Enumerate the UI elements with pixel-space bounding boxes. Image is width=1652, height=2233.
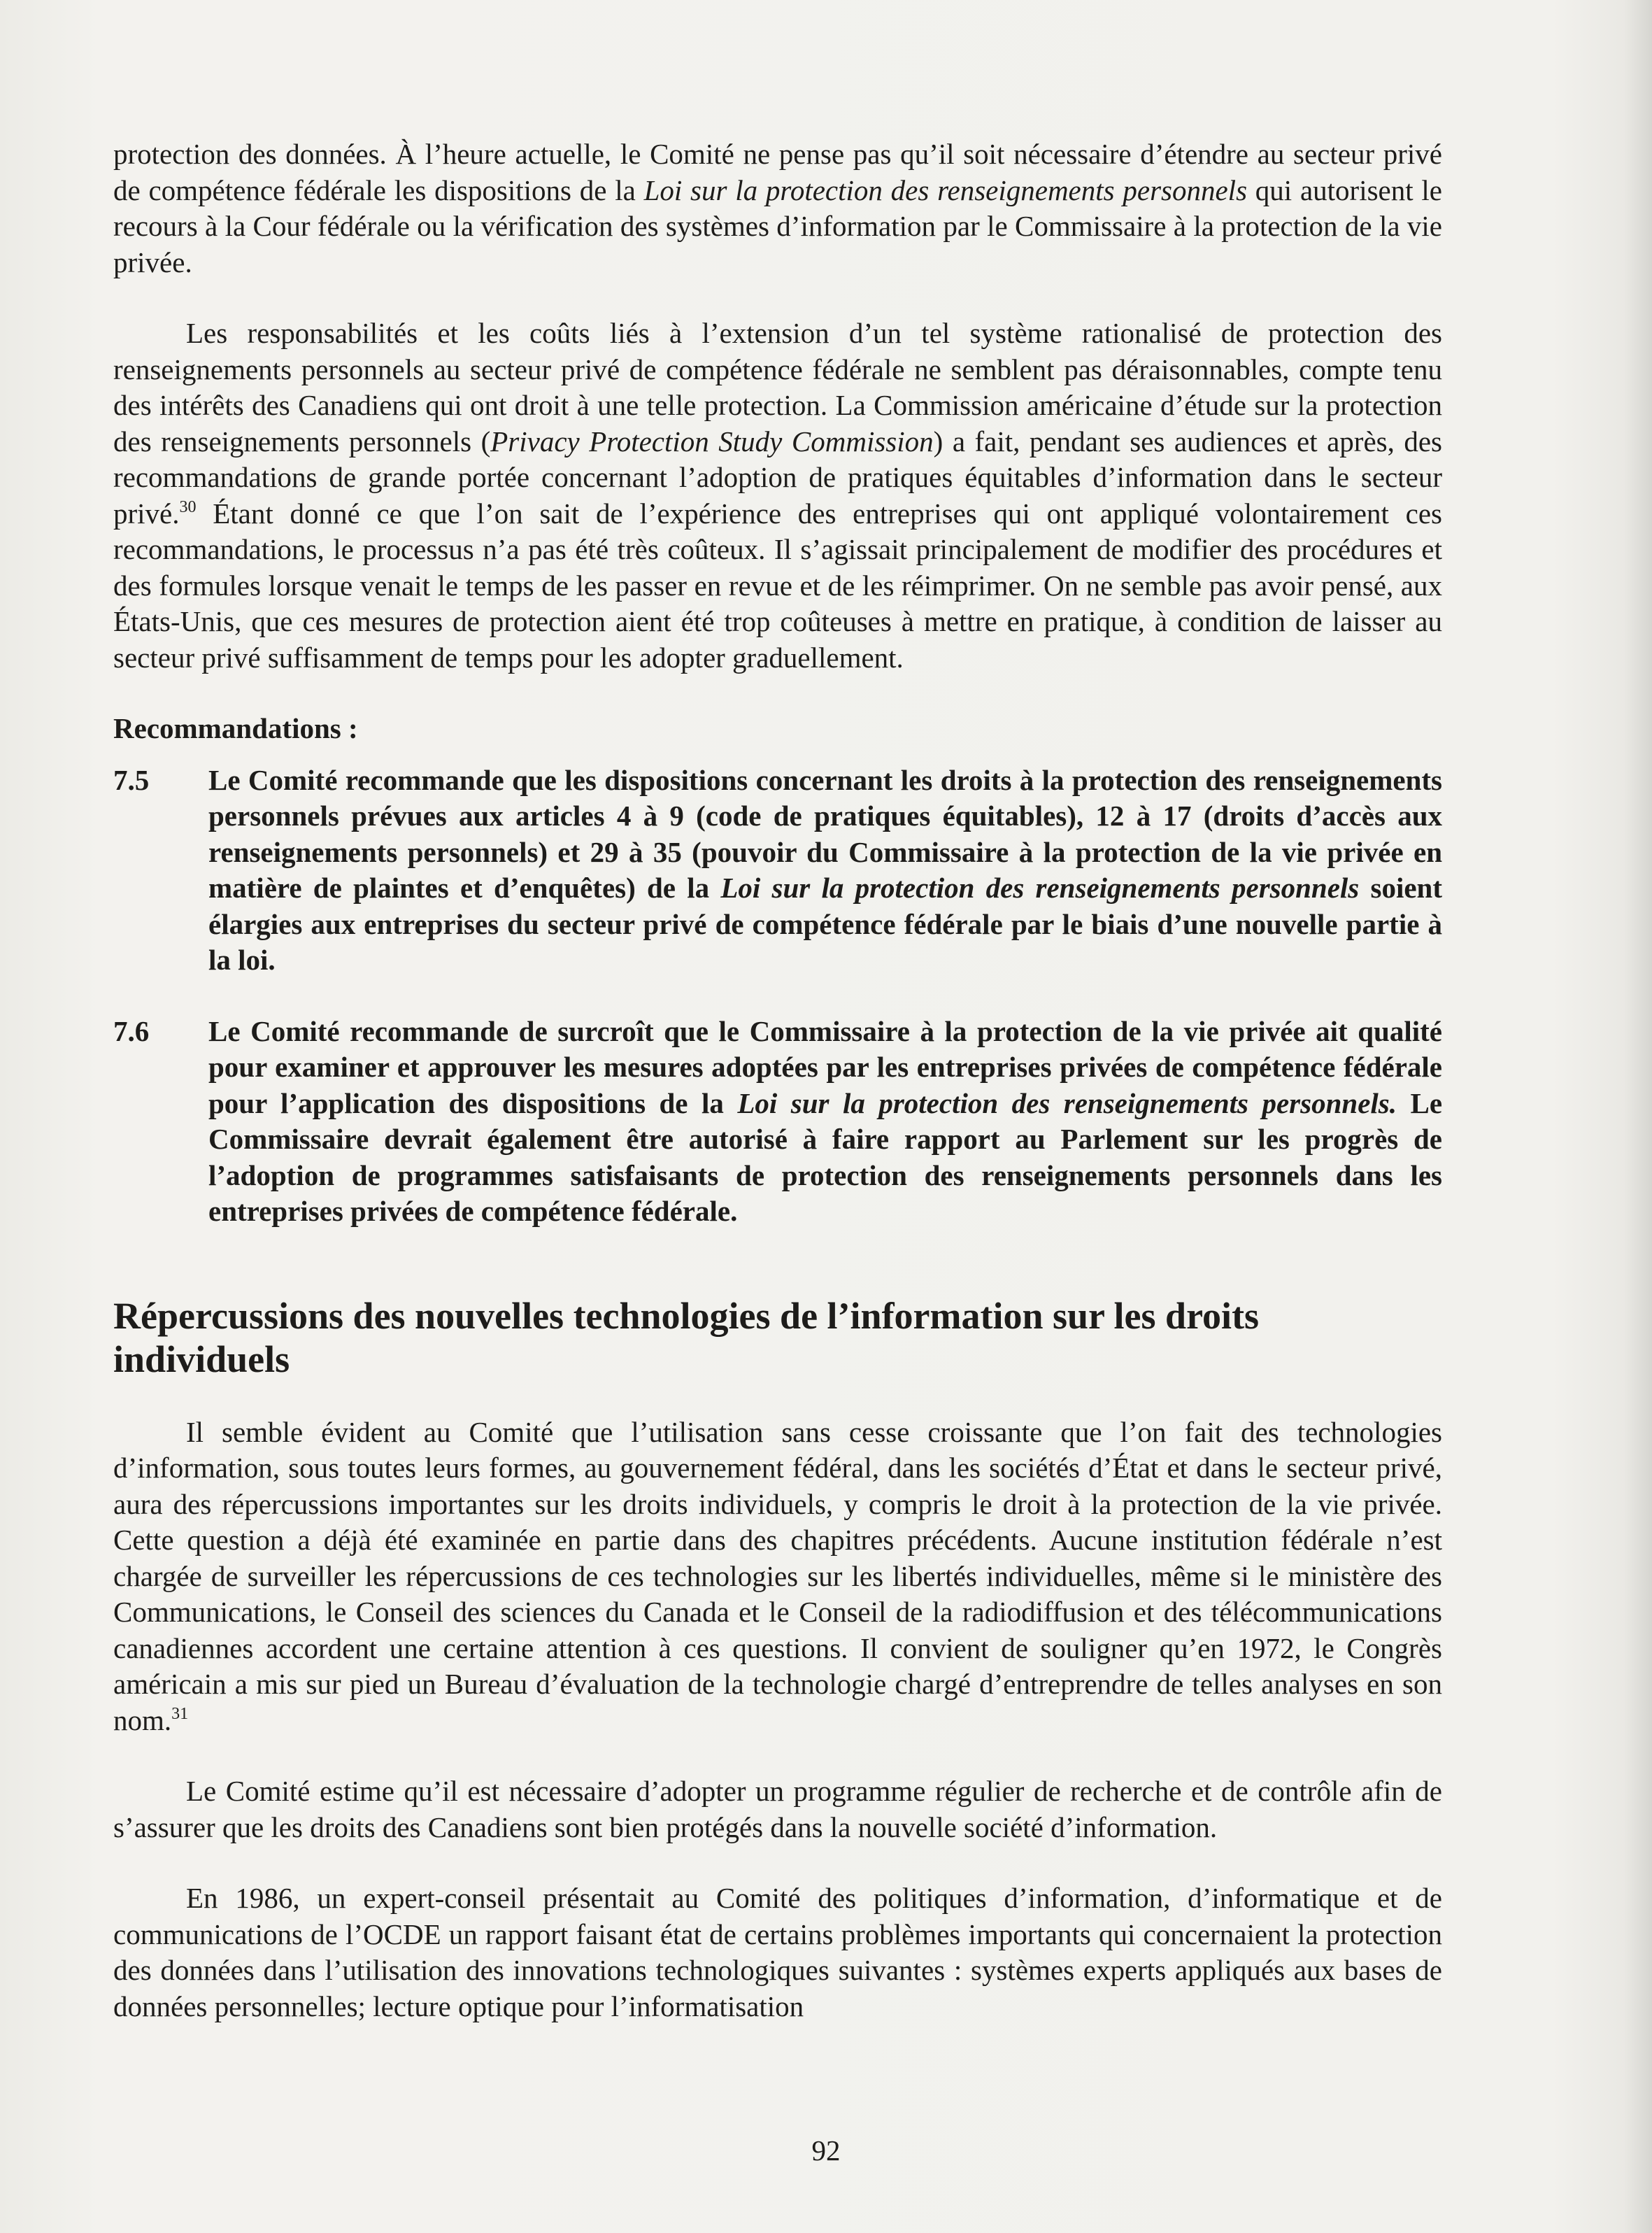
paragraph-research: Le Comité estime qu’il est nécessaire d’adopter un programme régulier de recherche et de contrôle afin de s’assurer que les droits des Canadiens sont bien protégés dans la nouvelle société d’information. [113,1775,1442,1843]
recommendation-text: Le Comité recommande que les dispositions concernant les droits à la protection des renseignements personnels prévues aux articles 4 à 9 (code de pratiques équitables), 12 à 17 (droits d’accès aux renseignements personnels) et 29 à 35 (pouvoir du Commissaire à la protection de la vie privée en matière de plaintes et d’enquêtes) de la Loi sur la protection des renseignements personnels soient élargies aux entreprises du secteur privé de compétence fédérale par le biais d’une nouvelle partie à la loi. [208,763,1442,976]
recommendations-heading: Recommandations : [113,712,358,744]
recommendation-7-6 [113,1014,1442,1230]
act-title-italic: Loi sur la protection des renseignements personnels [720,872,1360,904]
commission-name-italic: Privacy Protection Study Commission [490,425,934,458]
paragraph-ocde: En 1986, un expert-conseil présentait au Comité des politiques d’information, d’informatique et de communications de l’OCDE un rapport faisant état de certains problèmes importants qui concernaient la protection des données dans l’utilisation des innovations technologiques suivantes : systèmes experts appliqués aux bases de données personnelles; lecture optique pour l’informatisation [113,1882,1442,2022]
paragraph-text: ) a fait, pendant ses audiences et après, des recommandations de grande portée concernant l’adoption de pratiques équitables d’information dans le secteur privé. [113,425,1443,530]
page-number: 92 [811,2134,841,2167]
recommendation-number: 7.5 [113,763,150,796]
recommendation-7-5 [113,763,1442,979]
paragraph-continuation [113,136,1442,281]
paragraph-text: protection des données. À l’heure actuelle, le Comité ne pense pas qu’il soit nécessaire d’étendre au secteur privé de compétence fédérale les dispositions de la [113,138,1442,206]
paragraph-text: Les responsabilités et les coûts liés à l’extension d’un tel système rationalisé de protection des renseignements personnels au secteur privé de compétence fédérale ne semblent pas déraisonnables, compte tenu des intérêts des Canadiens qui ont droit à une telle protection. La Commission américaine d’étude sur la protection des renseignements personnels ( [113,317,1442,458]
recommendation-text: Le Comité recommande de surcroît que le Commissaire à la protection de la vie privée ait qualité pour examiner et approuver les mesures adoptées par les entreprises privées de compétence fédérale pour l’application des dispositions de la Loi sur la protection des renseignements personnels. Le Commissaire devrait également être autorisé à faire rapport au Parlement sur les progrès de l’adoption de programmes satisfaisants de protection des renseignements personnels dans les entreprises privées de compétence fédérale. [208,1014,1443,1227]
recommendation-number: 7.6 [113,1014,150,1047]
page-edge-shadow [1624,0,1652,2233]
paragraph-text: Étant donné ce que l’on sait de l’expérience des entreprises qui ont appliqué volontairement ces recommandations, le processus n’a pas été très coûteux. Il s’agissait principalement de modifier des procédures et des formules lorsque venait le temps de les passer en revue et de les réimprimer. On ne semble pas avoir pensé, aux États-Unis, que ces mesures de protection aient été trop coûteuses à mettre en pratique, à condition de laisser au secteur privé suffisamment de temps pour les adopter graduellement. [113,497,1442,674]
paragraph-technologies [113,1415,1442,1739]
footnote-ref: 30 [179,497,197,516]
act-title-italic: Loi sur la protection des renseignements personnels [643,173,1248,206]
paragraph-text: qui autorisent le recours à la Cour fédérale ou la vérification des systèmes d’information par le Commissaire à la protection de la vie privée. [113,173,1442,278]
paragraph-text: Il semble évident au Comité que l’utilisation sans cesse croissante que l’on fait des technologies d’information, sous toutes leurs formes, au gouvernement fédéral, dans les sociétés d’État et dans le secteur privé, aura des répercussions importantes sur les droits individuels, y compris le droit à la protection de la vie privée. Cette question a déjà été examinée en partie dans des chapitres précédents. Aucune institution fédérale n’est chargée de surveiller les répercussions de ces technologies sur les libertés individuelles, même si le ministère des Communications, le Conseil des sciences du Canada et le Conseil de la radiodiffusion et des télécommunications canadiennes accordent une certaine attention à ces questions. Il convient de souligner qu’en 1972, le Congrès américain a mis sur pied un Bureau d’évaluation de la technologie chargé d’entreprendre de telles analyses en son nom. [113,1415,1442,1736]
page-body [113,136,1442,2025]
footnote-ref: 31 [171,1704,189,1723]
act-title-italic: Loi sur la protection des renseignements personnels. [737,1086,1397,1119]
paragraph-costs [113,316,1442,676]
section-title: Répercussions des nouvelles technologies de l’information sur les droits individuels [113,1294,1260,1380]
